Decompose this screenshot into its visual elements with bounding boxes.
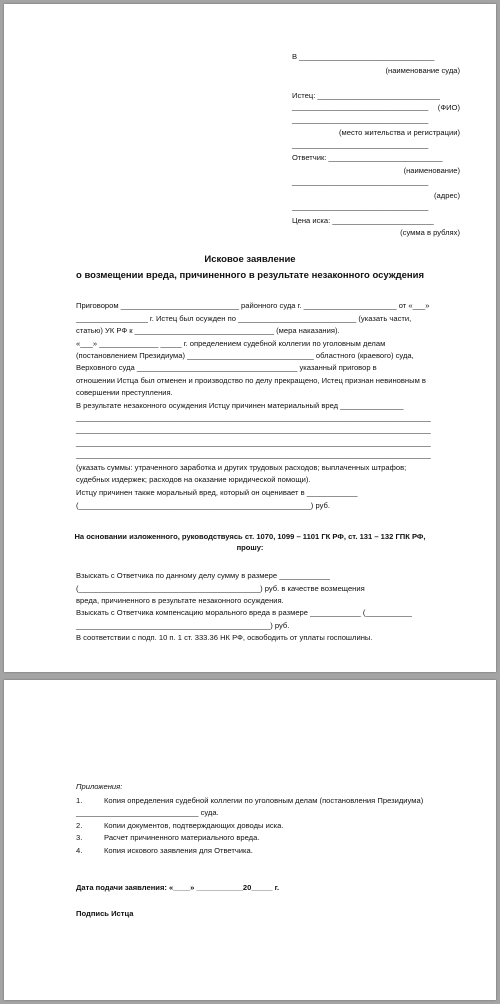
- body-line: ____________________________________________________________________________________: [76, 450, 431, 459]
- request-line: ______________________________________________) руб.: [76, 621, 290, 630]
- body-line: отношении Истца был отменен и производство по делу прекращено, Истец признан невиновным в: [76, 376, 426, 385]
- document-page-1: [4, 4, 496, 672]
- body-line: ____________________________________________________________________________________: [76, 425, 431, 434]
- request-line: Взыскать с Ответчика компенсацию морального вреда в размере ____________ (___________: [76, 608, 412, 617]
- plaintiff-line: Истец: _____________________________: [292, 91, 440, 100]
- document-title-line-2: о возмещении вреда, причиненного в результате незаконного осуждения: [76, 270, 424, 281]
- request-line: вреда, причиненного в результате незаконного осуждения.: [76, 596, 284, 605]
- attachment-item: _____________________________ суда.: [76, 808, 219, 817]
- attachment-item: Копия определения судебной коллегии по уголовным делам (постановления Президиума): [104, 796, 424, 805]
- body-line: ____________________________________________________________________________________: [76, 413, 431, 422]
- address-caption: (адрес): [434, 191, 460, 200]
- body-line: _________________ г. Истец был осужден по ____________________________ (указать части,: [76, 314, 412, 323]
- body-line: (_______________________________________________________) руб.: [76, 501, 330, 510]
- body-line: Истцу причинен также моральный вред, который он оценивает в ____________: [76, 488, 358, 497]
- price-caption: (сумма в рублях): [400, 228, 460, 237]
- defendant-caption: (наименование): [403, 166, 460, 175]
- court-line: В ________________________________: [292, 52, 435, 61]
- basis-line-2: прошу:: [236, 543, 264, 552]
- attachment-number: 4.: [76, 846, 83, 855]
- body-line: судебных издержек; расходов на оказание юридической помощи).: [76, 475, 311, 484]
- body-line: статью) УК РФ к _________________________________ (мера наказания).: [76, 326, 340, 335]
- residence-caption: (место жительства и регистрации): [338, 128, 460, 137]
- price-line: Цена иска: ________________________: [292, 216, 434, 225]
- body-line: Верховного суда ______________________________________ указанный приговор в: [76, 363, 377, 372]
- filing-date-line: Дата подачи заявления: «____» ___________20_____ г.: [76, 883, 280, 892]
- body-line: Приговором ____________________________ районного суда г. ______________________ от «___»: [76, 301, 430, 310]
- signature-line: Подпись Истца: [76, 909, 134, 918]
- court-caption: (наименование суда): [385, 66, 460, 75]
- document-title-line-1: Исковое заявление: [204, 254, 296, 265]
- attachment-item: Копии документов, подтверждающих доводы иска.: [104, 821, 284, 830]
- attachment-number: 2.: [76, 821, 83, 830]
- body-line: ____________________________________________________________________________________: [76, 438, 431, 447]
- residence-blank: ___________________________________: [292, 117, 429, 124]
- defendant-line: Ответчик: ___________________________: [292, 153, 443, 162]
- plaintiff-blank: ___________________________________: [292, 104, 429, 111]
- document-page-2: [4, 680, 496, 1000]
- residence-blank-2: ___________________________________: [292, 142, 429, 149]
- body-line: «___» ______________ _____ г. определением судебной коллегии по уголовным делам: [76, 339, 386, 348]
- attachment-number: 1.: [76, 796, 83, 805]
- body-line: (указать суммы: утраченного заработка и других трудовых расходов; выплаченных штрафов;: [76, 463, 407, 472]
- body-line: (постановлением Президиума) ______________________________ областного (краевого) суда,: [76, 351, 414, 360]
- address-blank-2: ___________________________________: [292, 204, 429, 211]
- request-line: (___________________________________________) руб. в качестве возмещения: [76, 584, 365, 593]
- attachment-number: 3.: [76, 833, 83, 842]
- address-blank: ___________________________________: [292, 179, 429, 186]
- attachment-item: Копия искового заявления для Ответчика.: [104, 846, 253, 855]
- attachment-item: Расчет причиненного материального вреда.: [104, 833, 260, 842]
- request-line: Взыскать с Ответчика по данному делу сумму в размере ____________: [76, 571, 330, 580]
- body-line: совершении преступления.: [76, 388, 173, 397]
- attachments-heading: Приложения:: [76, 782, 123, 791]
- plaintiff-caption: (ФИО): [437, 103, 460, 112]
- body-line: В результате незаконного осуждения Истцу причинен материальный вред _______________: [76, 401, 404, 410]
- basis-line-1: На основании изложенного, руководствуясь ст. 1070, 1099 – 1101 ГК РФ, ст. 131 – 132 ГПК РФ,: [74, 532, 426, 541]
- request-line: В соответствии с подп. 10 п. 1 ст. 333.36 НК РФ, освободить от уплаты госпошлины.: [76, 633, 373, 642]
